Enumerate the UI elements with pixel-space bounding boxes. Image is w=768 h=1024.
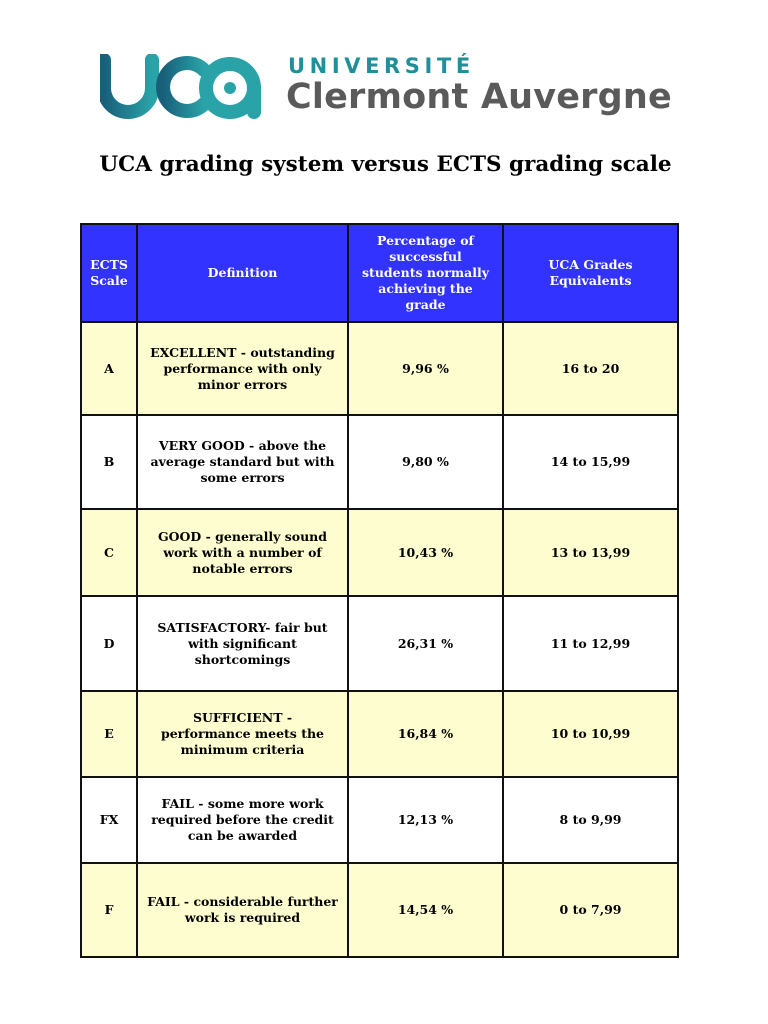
uca-grade-cell: 8 to 9,99	[503, 777, 678, 863]
logo-clermont-auvergne-text: Clermont Auvergne	[286, 77, 672, 117]
header-ects-scale: ECTS Scale	[81, 224, 137, 322]
table-header-row	[81, 224, 678, 322]
ects-grade-cell: B	[81, 415, 137, 509]
ects-grade-cell: F	[81, 863, 137, 957]
definition-cell: EXCELLENT - outstanding performance with only minor errors	[137, 322, 348, 415]
percentage-cell: 14,54 %	[348, 863, 503, 957]
ects-grade-cell: A	[81, 322, 137, 415]
definition-cell: VERY GOOD - above the average standard but with some errors	[137, 415, 348, 509]
table-row	[81, 322, 678, 415]
uca-grade-cell: 13 to 13,99	[503, 509, 678, 596]
percentage-cell: 26,31 %	[348, 596, 503, 691]
header-uca-grades: UCA Grades Equivalents	[503, 224, 678, 322]
ects-grade-cell: FX	[81, 777, 137, 863]
table-row	[81, 596, 678, 691]
table-row	[81, 863, 678, 957]
percentage-cell: 10,43 %	[348, 509, 503, 596]
header-definition: Definition	[137, 224, 348, 322]
table-row	[81, 509, 678, 596]
grading-table	[80, 223, 679, 958]
header-percentage: Percentage of successful students normally achieving the grade	[348, 224, 503, 322]
percentage-cell: 16,84 %	[348, 691, 503, 777]
university-logo	[100, 52, 680, 132]
table-row	[81, 415, 678, 509]
ects-grade-cell: D	[81, 596, 137, 691]
uca-grade-cell: 10 to 10,99	[503, 691, 678, 777]
definition-cell: GOOD - generally sound work with a number of notable errors	[137, 509, 348, 596]
definition-cell: FAIL - some more work required before the credit can be awarded	[137, 777, 348, 863]
uca-grade-cell: 16 to 20	[503, 322, 678, 415]
ects-grade-cell: C	[81, 509, 137, 596]
percentage-cell: 9,80 %	[348, 415, 503, 509]
table-row	[81, 777, 678, 863]
percentage-cell: 12,13 %	[348, 777, 503, 863]
uca-grade-cell: 14 to 15,99	[503, 415, 678, 509]
definition-cell: FAIL - considerable further work is required	[137, 863, 348, 957]
uca-grade-cell: 11 to 12,99	[503, 596, 678, 691]
page-title: UCA grading system versus ECTS grading scale	[99, 152, 672, 177]
uca-grade-cell: 0 to 7,99	[503, 863, 678, 957]
logo-universite-text: UNIVERSITÉ	[288, 54, 475, 78]
percentage-cell: 9,96 %	[348, 322, 503, 415]
table-row	[81, 691, 678, 777]
uca-logo-mark-icon	[100, 54, 270, 120]
definition-cell: SUFFICIENT - performance meets the minimum criteria	[137, 691, 348, 777]
ects-grade-cell: E	[81, 691, 137, 777]
definition-cell: SATISFACTORY- fair but with significant shortcomings	[137, 596, 348, 691]
